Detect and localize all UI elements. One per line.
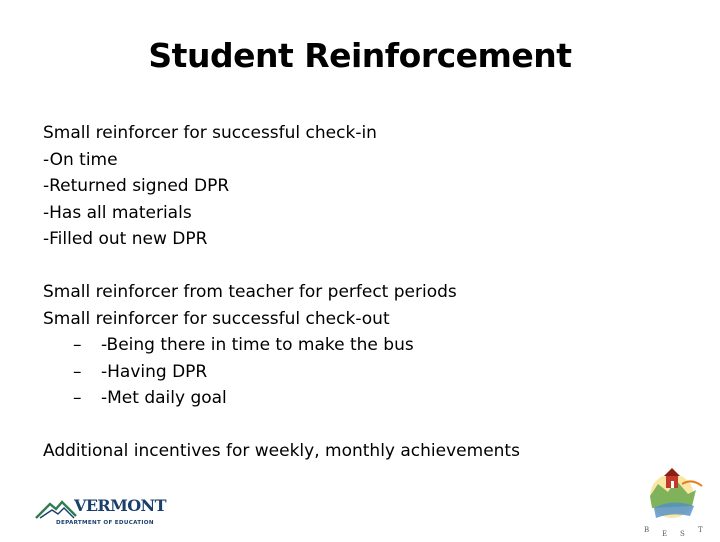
best-letter-e: E [662, 530, 668, 538]
additional-incentives: Additional incentives for weekly, monthly achievements [43, 441, 520, 461]
best-logo [622, 462, 712, 538]
vermont-wordmark: VERMONT [74, 496, 166, 515]
vermont-education-logo [34, 496, 166, 536]
spacer [43, 253, 683, 280]
bullet-dash: – [73, 361, 82, 382]
bullet-dash: – [73, 335, 82, 355]
checkout-heading: Small reinforcer for successful check-out [43, 308, 390, 329]
best-letter-b: B [644, 526, 650, 534]
department-label: DEPARTMENT OF EDUCATION [56, 520, 154, 526]
slide-title: Student Reinforcement [148, 36, 572, 75]
checkin-heading: Small reinforcer for successful check-in [43, 123, 377, 143]
checkout-item [43, 359, 683, 386]
mountain-icon [34, 498, 78, 520]
slide-body [43, 120, 683, 465]
checkout-item-text: -Being there in time to make the bus [101, 335, 414, 355]
teacher-line: Small reinforcer from teacher for perfect periods [43, 282, 457, 302]
best-letter-t: T [698, 526, 703, 534]
best-letter-s: S [680, 530, 685, 538]
checkout-item [43, 332, 683, 359]
bullet-dash: – [73, 388, 82, 408]
spacer [43, 412, 683, 439]
checkin-item: -Filled out new DPR [43, 229, 208, 249]
checkin-item: -Has all materials [43, 202, 192, 223]
checkout-item [43, 385, 683, 412]
checkout-item-text: -Met daily goal [101, 388, 227, 408]
checkout-item-text: -Having DPR [101, 361, 208, 382]
checkin-item: -On time [43, 149, 118, 170]
best-emblem-icon [622, 462, 712, 538]
checkin-item: -Returned signed DPR [43, 176, 230, 196]
